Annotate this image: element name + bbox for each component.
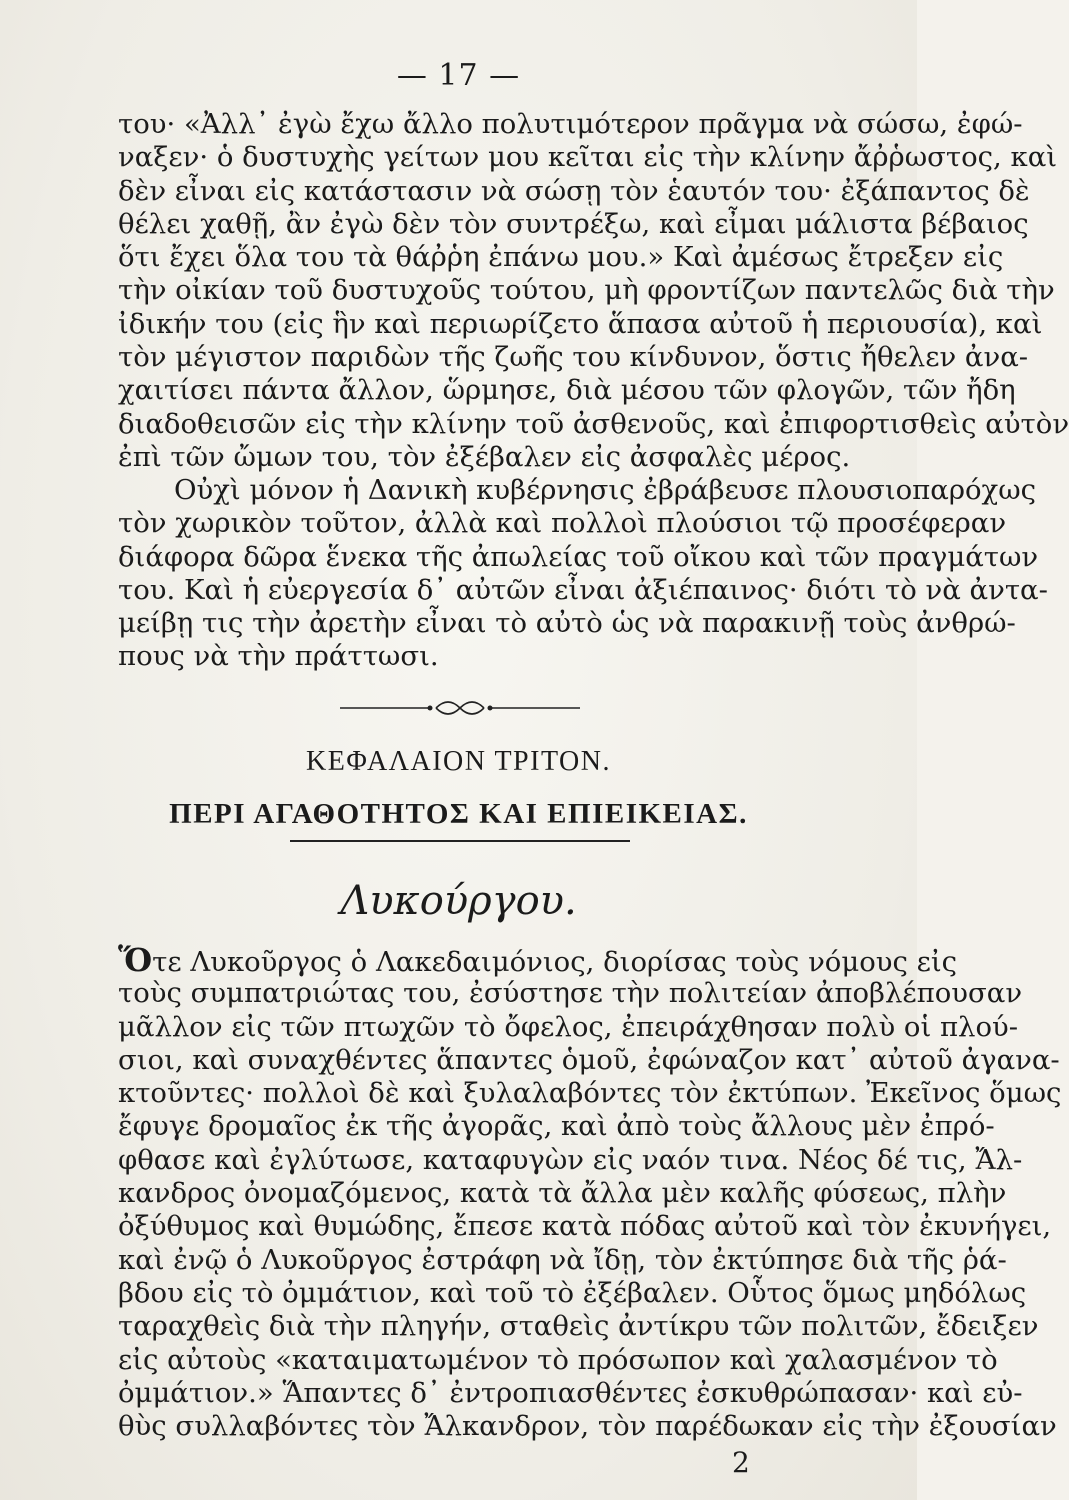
text-line: χαιτίσει πάντα ἄλλον, ὥρμησε, διὰ μέσου τῶν φλογῶν, τῶν ἤδη — [118, 374, 1016, 407]
text-line — [118, 941, 958, 979]
text-line: μᾶλλον εἰς τῶν πτωχῶν τὸ ὄφελος, ἐπειράχθησαν πολὺ οἱ πλού- — [118, 1010, 1019, 1043]
text-line: ταραχθεὶς διὰ τὴν πληγήν, σταθεὶς ἀντίκρυ τῶν πολιτῶν, ἔδειξεν — [118, 1310, 1039, 1343]
text-line: τὸν μέγιστον παριδὼν τῆς ζωῆς του κίνδυνον, ὅστις ἤθελεν ἀνα- — [118, 341, 1029, 374]
text-line: κανδρος ὀνομαζόμενος, κατὰ τὰ ἄλλα μὲν καλῆς φύσεως, πλὴν — [118, 1177, 1007, 1210]
chapter-title: ΠΕΡΙ ΑΓΑΘΟΤΗΤΟΣ ΚΑΙ ΕΠΙΕΙΚΕΙΑΣ. — [169, 798, 748, 830]
text-line: τὴν οἰκίαν τοῦ δυστυχοῦς τούτου, μὴ φροντίζων παντελῶς διὰ τὴν — [118, 274, 1055, 307]
text-line: εἰς αὐτοὺς «καταιματωμένον τὸ πρόσωπον καὶ χαλασμένον τὸ — [118, 1343, 998, 1376]
paragraph-reward — [118, 474, 1048, 674]
section-heading: Λυκούργου. — [340, 878, 577, 924]
page-number: — 17 — — [396, 58, 521, 93]
text-line: ἐπὶ τῶν ὤμων του, τὸν ἐξέβαλεν εἰς ἀσφαλὲς μέρος. — [118, 440, 851, 473]
text-line: ὀξύθυμος καὶ θυμώδης, ἔπεσε κατὰ πόδας αὐτοῦ καὶ τὸν ἐκυνήγει, — [118, 1210, 1052, 1243]
drop-cap: Ὅ — [118, 941, 153, 979]
paragraph-continuation — [118, 108, 1069, 474]
signature-mark: 2 — [732, 1446, 750, 1479]
text-line: σιοι, καὶ συναχθέντες ἅπαντες ὁμοῦ, ἐφώναζον κατ᾿ αὐτοῦ ἀγανα- — [118, 1043, 1060, 1076]
text-line: Οὐχὶ μόνον ἡ Δανικὴ κυβέρνησις ἐβράβευσε πλουσιοπαρόχως — [174, 474, 1037, 506]
text-line: του. Καὶ ἡ εὐεργεσία δ᾿ αὐτῶν εἶναι ἀξιέπαινος· διότι τὸ νὰ ἀντα- — [118, 573, 1048, 606]
text-line: βδου εἰς τὸ ὀμμάτιον, καὶ τοῦ τὸ ἐξέβαλεν. Οὗτος ὅμως μηδόλως — [118, 1276, 1027, 1309]
text-line: ναξεν· ὁ δυστυχὴς γείτων μου κεῖται εἰς τὴν κλίνην ἄῤῥωστος, καὶ — [118, 141, 1058, 174]
text-line: τὸν χωρικὸν τοῦτον, ἀλλὰ καὶ πολλοὶ πλούσιοι τῷ προσέφεραν — [118, 507, 1007, 540]
text-line: κτοῦντες· πολλοὶ δὲ καὶ ξυλαλαβόντες τὸν ἐκτύπων. Ἐκεῖνος ὅμως — [118, 1077, 1062, 1110]
text-line-start: τε Λυκοῦργος ὁ Λακεδαιμόνιος, διορίσας τοὺς νόμους εἰς — [152, 946, 958, 978]
text-line: ὀμμάτιον.» Ἅπαντες δ᾿ ἐντροπιασθέντες ἐσκυθρώπασαν· καὶ εὐ- — [118, 1376, 1023, 1409]
text-line: του· «Ἀλλ᾿ ἐγὼ ἔχω ἄλλο πολυτιμότερον πρᾶγμα νὰ σώσω, ἐφώ- — [118, 108, 1023, 140]
text-line: δὲν εἶναι εἰς κατάστασιν νὰ σώσῃ τὸν ἑαυτόν του· ἐξάπαντος δὲ — [118, 174, 1030, 207]
ornament-divider — [340, 700, 580, 716]
text-line: μείβῃ τις τὴν ἀρετὴν εἶναι τὸ αὐτὸ ὡς νὰ παρακινῇ τοὺς ἀνθρώ- — [118, 607, 1016, 640]
text-line: ἰδικήν του (εἰς ἣν καὶ περιωρίζετο ἅπασα αὐτοῦ ἡ περιουσία), καὶ — [118, 307, 1043, 340]
text-line: τοὺς συμπατριώτας του, ἐσύστησε τὴν πολιτείαν ἀποβλέπουσαν — [118, 977, 1023, 1010]
text-line: θέλει χαθῇ, ἂν ἐγὼ δὲν τὸν συντρέξω, καὶ εἶμαι μάλιστα βέβαιος — [118, 207, 1029, 240]
text-line: καὶ ἐνῷ ὁ Λυκοῦργος ἐστράφη νὰ ἴδῃ, τὸν ἐκτύπησε διὰ τῆς ῥά- — [118, 1243, 1007, 1276]
text-line: φθασε καὶ ἐγλύτωσε, καταφυγὼν εἰς ναόν τινα. Νέος δέ τις, Ἄλ- — [118, 1143, 1023, 1176]
paragraph-lycurgus — [118, 941, 1062, 1443]
text-line: ἔφυγε δρομαῖος ἐκ τῆς ἀγορᾶς, καὶ ἀπὸ τοὺς ἄλλους μὲν ἐπρό- — [118, 1110, 995, 1143]
text-line: ὅτι ἔχει ὅλα του τὰ θάῤῥη ἐπάνω μου.» Καὶ ἀμέσως ἔτρεξεν εἰς — [118, 241, 1004, 274]
text-line: διαδοθεισῶν εἰς τὴν κλίνην τοῦ ἀσθενοῦς, καὶ ἐπιφορτισθεὶς αὐτὸν — [118, 407, 1069, 440]
text-line: πους νὰ τὴν πράττωσι. — [118, 640, 439, 673]
text-line: θὺς συλλαβόντες τὸν Ἄλκανδρον, τὸν παρέδωκαν εἰς τὴν ἐξουσίαν — [118, 1410, 1057, 1443]
chapter-heading: ΚΕΦΑΛΑΙΟΝ ΤΡΙΤΟΝ. — [306, 746, 611, 777]
title-underline — [290, 840, 630, 842]
text-line: διάφορα δῶρα ἕνεκα τῆς ἀπωλείας τοῦ οἴκου καὶ τῶν πραγμάτων — [118, 540, 1039, 573]
